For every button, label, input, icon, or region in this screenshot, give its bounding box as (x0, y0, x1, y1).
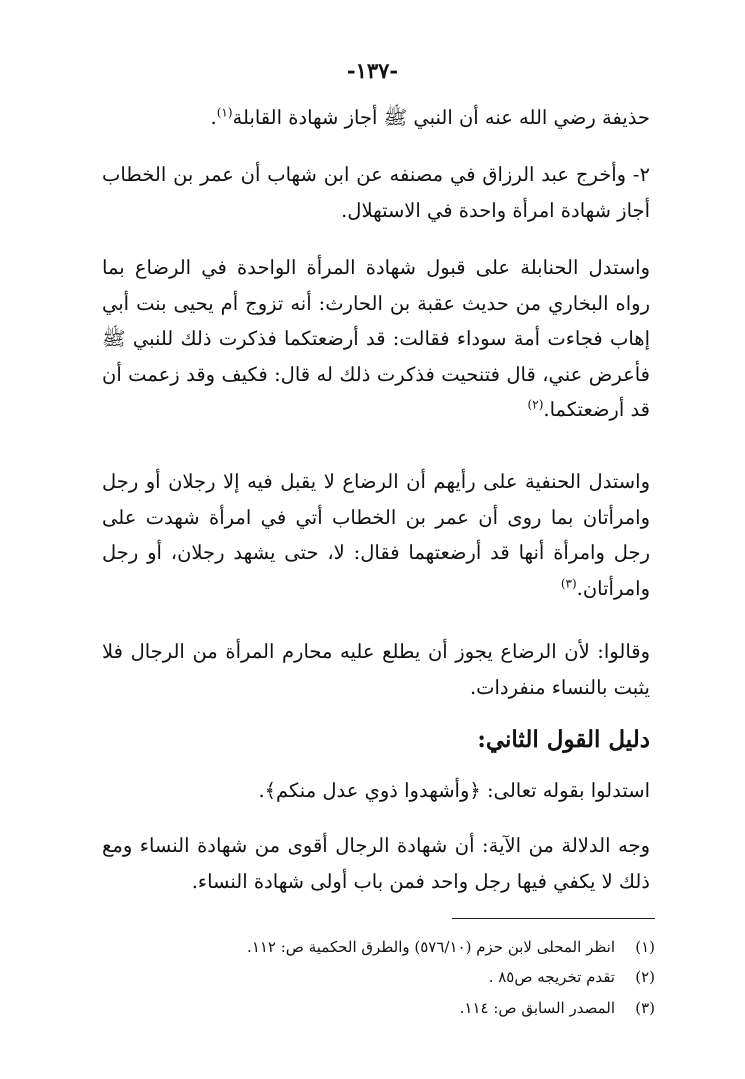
paragraph-4 (102, 464, 650, 606)
footnote-text: انظر المحلى لابن حزم (٥٧٦/١٠) والطرق الحكمية ص: ١١٢. (247, 938, 615, 956)
page-number: -١٣٧- (346, 58, 399, 83)
section-heading: دليل القول الثاني: (477, 726, 650, 753)
paragraph-4-text: واستدل الحنفية على رأيهم أن الرضاع لا يقبل فيه إلا رجلان أو رجل وامرأتان بما روى أن عمر بن الخطاب أتي في امرأة شهدت على رجل وامرأة أنها قد أرضعتهما فقال: لا، حتى يشهد رجلان، أو رجل وامرأتان. (102, 470, 650, 600)
footnote-1 (102, 937, 655, 957)
footnote-3 (102, 998, 655, 1018)
paragraph-2: ٢- وأخرج عبد الرزاق في مصنفه عن ابن شهاب أن عمر بن الخطاب أجاز شهادة امرأة واحدة في الاستهلال. (102, 163, 650, 222)
paragraph-3 (102, 250, 650, 428)
footnote-number: (٢) (635, 968, 655, 986)
footnote-text: تقدم تخريجه ص٨٥ . (488, 968, 615, 986)
paragraph-5: وقالوا: لأن الرضاع يجوز أن يطلع عليه محارم المرأة من الرجال فلا يثبت بالنساء منفردات. (102, 640, 650, 699)
footnote-separator (452, 918, 655, 919)
paragraph-1-text: حذيفة رضي الله عنه أن النبي ﷺ أجاز شهادة القابلة (232, 106, 650, 129)
footnote-ref-2: (٢) (527, 397, 544, 412)
paragraph-7: وجه الدلالة من الآية: أن شهادة الرجال أقوى من شهادة النساء ومع ذلك لا يكفي فيها رجل واحد فمن باب أولى شهادة النساء. (102, 834, 650, 893)
paragraph-1-end: . (210, 106, 217, 129)
footnote-2 (102, 967, 655, 987)
paragraph-3-text: واستدل الحنابلة على قبول شهادة المرأة الواحدة في الرضاع بما رواه البخاري من حديث عقبة بن الحارث: أنه تزوج أم يحيى بنت أبي إهاب فجاءت أمة سوداء فقالت: قد أرضعتكما فذكرت ذلك للنبي ﷺ فأعرض عني، قال فتنحيت فذكرت ذلك له قال: فكيف وقد زعمت أن قد أرضعتكما. (102, 256, 650, 421)
footnote-number: (٣) (635, 999, 655, 1017)
footnote-text: المصدر السابق ص: ١١٤. (459, 999, 615, 1017)
paragraph-1 (102, 100, 650, 136)
paragraph-6: استدلوا بقوله تعالى: ﴿وأشهدوا ذوي عدل منكم﴾. (258, 779, 650, 802)
footnote-ref-3: (٣) (560, 576, 577, 590)
footnote-ref-1: (١) (216, 105, 233, 120)
footnote-number: (١) (635, 938, 655, 956)
